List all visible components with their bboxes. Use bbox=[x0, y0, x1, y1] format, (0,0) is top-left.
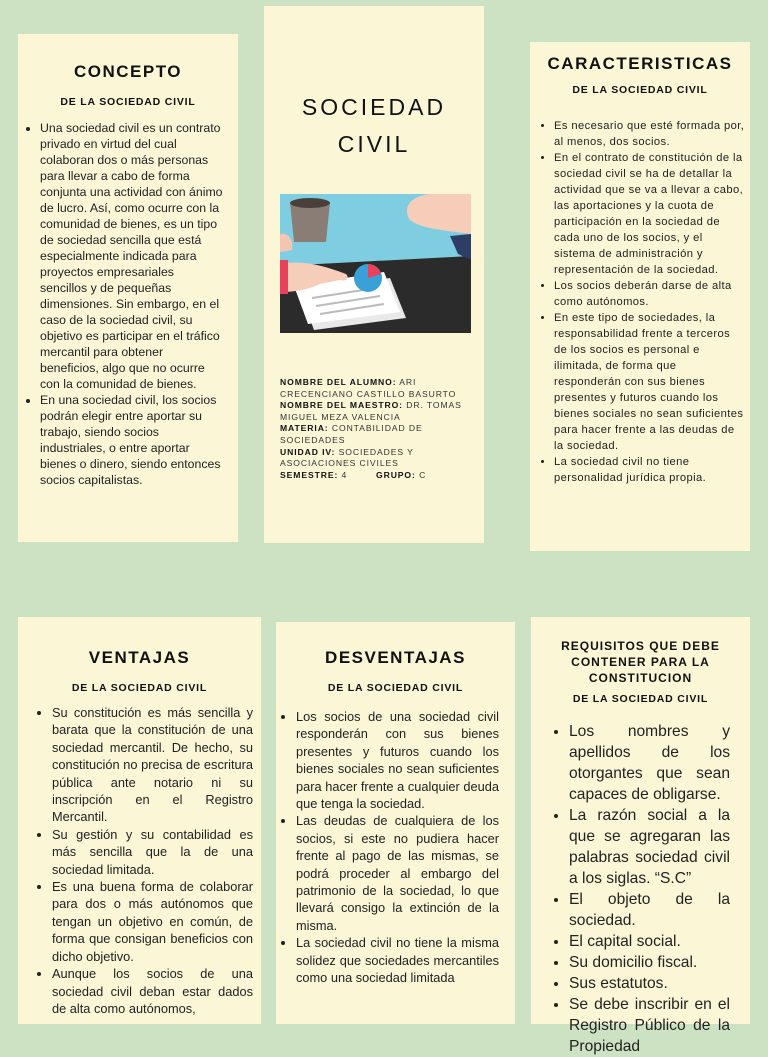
alumno-label: NOMBRE DEL ALUMNO: bbox=[280, 377, 397, 387]
portada-title-line2: CIVIL bbox=[337, 131, 411, 157]
list-item: • En este tipo de sociedades, la responsabilidad frente a terceros de los socios es personal e ilimitada, de forma que responderán con sus bienes presentes y futuros cuando los bienes sociales no sean suficientes para hacer frente a las deudas de la sociedad. bbox=[554, 310, 746, 454]
list-item: • Su constitución es más sencilla y barata que la constitución de una sociedad mercantil. De hecho, su constitución no precisa de escritura pública ante notario ni su inscripción en el Registro Mercantil. bbox=[52, 704, 253, 826]
alumno-row bbox=[280, 377, 472, 400]
list-item: • Se debe inscribir en el Registro Público de la Propiedad bbox=[569, 994, 730, 1057]
unidad-value: SOCIEDADES Y ASOCIACIONES CIVILES bbox=[280, 446, 414, 469]
ventajas-title: VENTAJAS bbox=[88, 648, 191, 667]
panel-requisitos bbox=[531, 617, 750, 1055]
list-item: • En una sociedad civil, los socios podrán elegir entre aportar su trabajo, siendo socios industriales, o entre aportar bienes o dinero, siendo entonces socios capitalistas. bbox=[40, 392, 224, 488]
semestre-grupo-row bbox=[280, 470, 472, 482]
grupo-value: C bbox=[419, 469, 427, 480]
ventajas-subtitle: DE LA SOCIEDAD CIVIL bbox=[71, 682, 208, 694]
list-item: • Los nombres y apellidos de los otorgantes que sean capaces de obligarse. bbox=[569, 721, 730, 805]
maestro-row bbox=[280, 400, 472, 423]
requisitos-subtitle: DE LA SOCIEDAD CIVIL bbox=[572, 693, 709, 705]
list-item: • Los socios deberán darse de alta como autónomos. bbox=[554, 278, 746, 310]
ventajas-list bbox=[34, 704, 253, 1017]
requisitos-list bbox=[551, 721, 730, 1057]
unidad-row bbox=[280, 447, 472, 470]
caracteristicas-list bbox=[536, 118, 746, 486]
list-item: • La razón social a la que se agregaran las palabras sociedad civil a los siglas. “S.C” bbox=[569, 805, 730, 889]
list-item: • El objeto de la sociedad. bbox=[569, 889, 730, 931]
list-item: • Es una buena forma de colaborar para dos o más autónomos que tengan un objetivo en común, de forma que consigan beneficios con dicho objetivo. bbox=[52, 878, 253, 965]
desventajas-title: DESVENTAJAS bbox=[325, 648, 466, 667]
semestre bbox=[280, 470, 376, 482]
grupo-label: GRUPO: bbox=[376, 469, 416, 480]
grupo bbox=[376, 470, 426, 482]
panel-portada bbox=[264, 6, 484, 543]
list-item: • En el contrato de constitución de la sociedad civil se ha de detallar la actividad que se va a llevar a cabo, las aportaciones y la cuota de participación en la sociedad de cada uno de los socios, y el sistema de administración y representación de la sociedad. bbox=[554, 150, 746, 278]
panel-concepto bbox=[18, 34, 238, 542]
list-item: • La sociedad civil no tiene la misma solidez que sociedades mercantiles como una sociedad limitada bbox=[296, 934, 499, 986]
list-item: • Su gestión y su contabilidad es más sencilla que la de una sociedad limitada. bbox=[52, 826, 253, 878]
semestre-label: SEMESTRE: bbox=[280, 469, 339, 480]
concepto-title: CONCEPTO bbox=[73, 62, 183, 81]
materia-row bbox=[280, 423, 472, 446]
list-item: • Los socios de una sociedad civil responderán con sus bienes presentes y futuros cuando los bienes sociales no sean suficientes para hacer frente a cualquier deuda que tenga la sociedad. bbox=[296, 708, 499, 812]
materia-label: MATERIA: bbox=[280, 423, 329, 434]
portada-title-line1: SOCIEDAD bbox=[301, 94, 447, 120]
list-item: • El capital social. bbox=[569, 931, 730, 952]
maestro-label: NOMBRE DEL MAESTRO: bbox=[280, 400, 403, 411]
list-item: • Aunque los socios de una sociedad civil deban estar dados de alta como autónomos, bbox=[52, 965, 253, 1017]
list-item: • Su domicilio fiscal. bbox=[569, 952, 730, 973]
caracteristicas-subtitle: DE LA SOCIEDAD CIVIL bbox=[572, 84, 708, 96]
list-item: • Una sociedad civil es un contrato privado en virtud del cual colaboran dos o más personas para llevar a cabo de forma conjunta una actividad con ánimo de lucro. Así, como ocurre con la comunidad de bienes, es un tipo de sociedad sencilla que está especialmente indicada para proyectos empresariales sencillos y de pequeñas dimensiones. Sin embargo, en el caso de la sociedad civil, su objetivo es participar en el tráfico mercantil para obtener beneficios, algo que no ocurre con la comunidad de bienes. bbox=[40, 120, 224, 392]
caracteristicas-title: CARACTERISTICAS bbox=[547, 54, 733, 73]
portada-title bbox=[264, 89, 484, 163]
alumno-value: ARI CRECENCIANO CASTILLO BASURTO bbox=[280, 377, 457, 399]
concepto-subtitle: DE LA SOCIEDAD CIVIL bbox=[60, 96, 196, 108]
materia-value: CONTABILIDAD DE SOCIEDADES bbox=[280, 423, 423, 445]
concepto-list bbox=[22, 120, 224, 488]
panel-caracteristicas bbox=[530, 42, 750, 551]
unidad-label: UNIDAD IV: bbox=[280, 446, 336, 457]
maestro-value: DR. TOMAS MIGUEL MEZA VALENCIA bbox=[280, 400, 462, 422]
panel-ventajas bbox=[18, 617, 261, 1024]
student-info bbox=[280, 377, 472, 481]
list-item: • La sociedad civil no tiene personalidad jurídica propia. bbox=[554, 454, 746, 486]
business-meeting-illustration bbox=[280, 194, 471, 333]
list-item: • Sus estatutos. bbox=[569, 973, 730, 994]
list-item: • Es necesario que esté formada por, al menos, dos socios. bbox=[554, 118, 746, 150]
desventajas-subtitle: DE LA SOCIEDAD CIVIL bbox=[327, 682, 464, 694]
list-item: • Las deudas de cualquiera de los socios, si este no pudiera hacer frente al pago de las mismas, se podrá proceder al embargo del patrimonio de la sociedad, lo que llevará consigo la extinción de la misma. bbox=[296, 812, 499, 934]
desventajas-list bbox=[278, 708, 499, 987]
semestre-value: 4 bbox=[341, 469, 348, 480]
requisitos-title: REQUISITOS QUE DEBE CONTENER PARA LA CONSTITUCION bbox=[561, 639, 720, 685]
panel-desventajas bbox=[276, 622, 515, 1024]
